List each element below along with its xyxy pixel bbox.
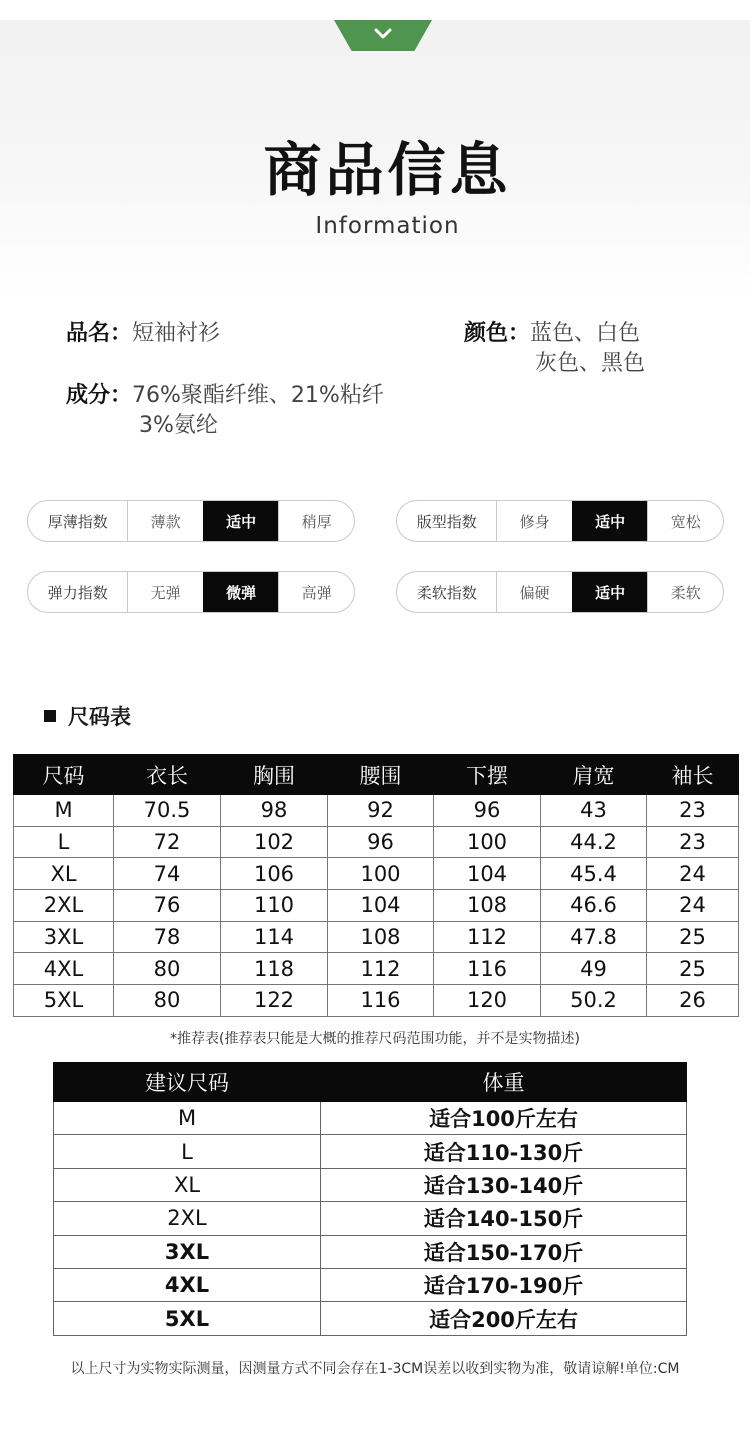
table-cell: 116 xyxy=(328,985,434,1017)
table-row xyxy=(14,921,739,953)
product-name-value: 短袖衬衫 xyxy=(132,321,221,346)
table-cell: 70.5 xyxy=(114,795,221,827)
index-elasticity xyxy=(27,571,355,613)
table-cell: 适合130-140斤 xyxy=(321,1168,687,1201)
table-cell: 25 xyxy=(647,953,739,985)
table-cell: M xyxy=(14,795,114,827)
table-cell: 43 xyxy=(541,795,647,827)
size-table-header-row xyxy=(14,755,739,795)
table-cell: 100 xyxy=(328,858,434,890)
index-elasticity-option-2: 微弹 xyxy=(203,572,279,612)
table-row xyxy=(54,1302,687,1335)
table-cell: 24 xyxy=(647,858,739,890)
table-row xyxy=(54,1102,687,1135)
size-chart xyxy=(13,754,739,1017)
page-subtitle: Information xyxy=(315,213,460,239)
table-cell: 96 xyxy=(328,826,434,858)
product-composition-line1: 76%聚酯纤维、21%粘纤 xyxy=(132,383,384,408)
recommendation-table xyxy=(53,1062,687,1336)
index-softness-option-1: 偏硬 xyxy=(496,572,572,612)
table-cell: 5XL xyxy=(14,985,114,1017)
index-thickness-option-2: 适中 xyxy=(203,501,279,541)
product-color-line1: 蓝色、白色 xyxy=(530,321,641,346)
table-cell: 46.6 xyxy=(541,890,647,922)
product-composition xyxy=(66,381,384,441)
index-softness-label: 柔软指数 xyxy=(416,583,477,602)
table-cell: 25 xyxy=(647,921,739,953)
table-cell: 3XL xyxy=(54,1235,321,1268)
table-cell: 96 xyxy=(434,795,541,827)
table-cell: 108 xyxy=(328,921,434,953)
table-cell: 114 xyxy=(221,921,328,953)
table-cell: 120 xyxy=(434,985,541,1017)
table-row xyxy=(14,953,739,985)
product-color-line2: 灰色、黑色 xyxy=(535,351,646,376)
table-cell: 108 xyxy=(434,890,541,922)
table-cell: 98 xyxy=(221,795,328,827)
index-softness xyxy=(396,571,724,613)
table-cell: L xyxy=(14,826,114,858)
table-cell: 适合150-170斤 xyxy=(321,1235,687,1268)
size-table-header: 衣长 xyxy=(114,755,221,795)
product-name-label: 品名： xyxy=(66,321,133,346)
table-cell: M xyxy=(54,1102,321,1135)
table-row xyxy=(14,858,739,890)
product-color-label: 颜色： xyxy=(464,321,531,346)
size-chart-note: *推荐表(推荐表只能是大概的推荐尺码范围功能，并不是实物描述) xyxy=(170,1031,580,1047)
index-fit-label: 版型指数 xyxy=(416,512,477,531)
index-fit xyxy=(396,500,724,542)
table-row xyxy=(54,1168,687,1201)
table-cell: 47.8 xyxy=(541,921,647,953)
product-composition-label: 成分： xyxy=(66,383,133,408)
table-cell: 72 xyxy=(114,826,221,858)
index-fit-option-3: 宽松 xyxy=(647,501,723,541)
table-cell: 106 xyxy=(221,858,328,890)
table-cell: 80 xyxy=(114,953,221,985)
table-cell: 4XL xyxy=(14,953,114,985)
table-row xyxy=(54,1135,687,1168)
table-cell: 104 xyxy=(328,890,434,922)
index-fit-option-2: 适中 xyxy=(572,501,648,541)
table-cell: 104 xyxy=(434,858,541,890)
table-cell: 适合100斤左右 xyxy=(321,1102,687,1135)
size-table xyxy=(13,754,739,1017)
chevron-down-icon xyxy=(374,28,392,40)
table-cell: 50.2 xyxy=(541,985,647,1017)
table-row xyxy=(14,985,739,1017)
size-table-header: 袖长 xyxy=(647,755,739,795)
size-table-header: 胸围 xyxy=(221,755,328,795)
table-cell: 110 xyxy=(221,890,328,922)
table-cell: 适合140-150斤 xyxy=(321,1202,687,1235)
index-elasticity-label: 弹力指数 xyxy=(47,583,108,602)
recommendation-header-row xyxy=(54,1063,687,1102)
index-softness-option-2: 适中 xyxy=(572,572,648,612)
table-cell: 112 xyxy=(434,921,541,953)
table-cell: 102 xyxy=(221,826,328,858)
measurement-disclaimer: 以上尺寸为实物实际测量，因测量方式不同会存在1-3CM误差以收到实物为准，敬请谅解!单位:CM xyxy=(70,1361,680,1377)
index-thickness-option-3: 稍厚 xyxy=(278,501,354,541)
table-row xyxy=(54,1268,687,1301)
size-table-header: 尺码 xyxy=(14,755,114,795)
table-cell: 适合110-130斤 xyxy=(321,1135,687,1168)
table-cell: 4XL xyxy=(54,1268,321,1301)
table-cell: 26 xyxy=(647,985,739,1017)
table-cell: 23 xyxy=(647,795,739,827)
index-elasticity-option-3: 高弹 xyxy=(278,572,354,612)
table-cell: 5XL xyxy=(54,1302,321,1335)
table-cell: 23 xyxy=(647,826,739,858)
table-cell: 49 xyxy=(541,953,647,985)
table-cell: 2XL xyxy=(14,890,114,922)
section-bullet xyxy=(44,710,56,722)
product-composition-line2: 3%氨纶 xyxy=(139,413,218,438)
table-cell: 45.4 xyxy=(541,858,647,890)
size-chart-title: 尺码表 xyxy=(68,705,131,729)
table-cell: XL xyxy=(54,1168,321,1201)
index-softness-option-3: 柔软 xyxy=(647,572,723,612)
size-recommendation xyxy=(53,1062,687,1336)
table-row xyxy=(14,826,739,858)
table-cell: 适合200斤左右 xyxy=(321,1302,687,1335)
table-cell: 3XL xyxy=(14,921,114,953)
table-cell: 74 xyxy=(114,858,221,890)
table-cell: 24 xyxy=(647,890,739,922)
table-cell: 92 xyxy=(328,795,434,827)
table-cell: 2XL xyxy=(54,1202,321,1235)
table-cell: 118 xyxy=(221,953,328,985)
table-row xyxy=(54,1235,687,1268)
table-cell: 100 xyxy=(434,826,541,858)
index-thickness xyxy=(27,500,355,542)
size-table-header: 腰围 xyxy=(328,755,434,795)
index-thickness-option-1: 薄款 xyxy=(127,501,203,541)
size-table-header: 下摆 xyxy=(434,755,541,795)
table-cell: XL xyxy=(14,858,114,890)
product-name xyxy=(66,319,220,349)
table-cell: L xyxy=(54,1135,321,1168)
hero-top-strip xyxy=(0,0,750,20)
size-table-header: 肩宽 xyxy=(541,755,647,795)
page-title: 商品信息 xyxy=(263,136,512,204)
table-cell: 78 xyxy=(114,921,221,953)
table-cell: 适合170-190斤 xyxy=(321,1268,687,1301)
table-row xyxy=(14,890,739,922)
table-row xyxy=(54,1202,687,1235)
recommendation-header: 建议尺码 xyxy=(54,1063,321,1102)
table-cell: 44.2 xyxy=(541,826,647,858)
index-elasticity-option-1: 无弹 xyxy=(127,572,203,612)
table-row xyxy=(14,795,739,827)
table-cell: 116 xyxy=(434,953,541,985)
index-fit-option-1: 修身 xyxy=(496,501,572,541)
product-color xyxy=(464,319,645,379)
table-cell: 112 xyxy=(328,953,434,985)
table-cell: 76 xyxy=(114,890,221,922)
recommendation-header: 体重 xyxy=(321,1063,687,1102)
table-cell: 122 xyxy=(221,985,328,1017)
table-cell: 80 xyxy=(114,985,221,1017)
index-thickness-label: 厚薄指数 xyxy=(47,512,108,531)
